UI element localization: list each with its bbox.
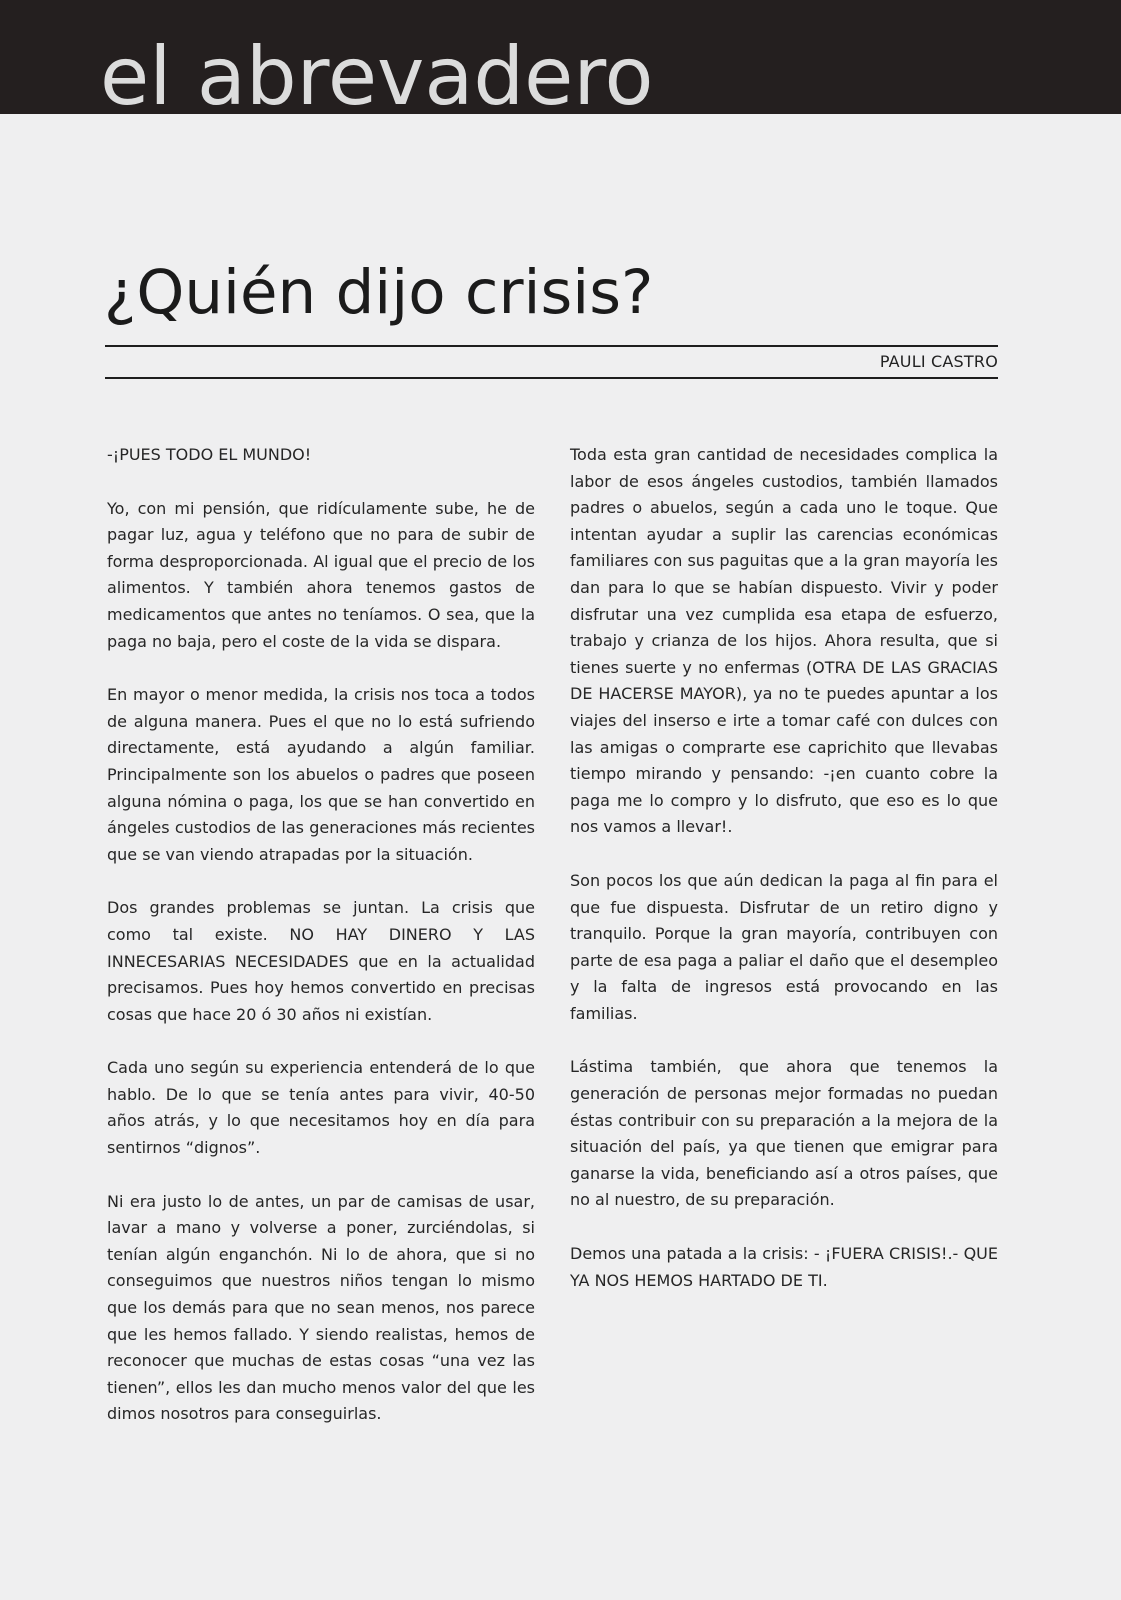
- paragraph: Ni era justo lo de antes, un par de camisas de usar, lavar a mano y volverse a poner, zurciéndolas, si tenían algún enganchón. Ni lo de ahora, que si no conseguimos que nuestros niños tengan lo mismo que los demás para que no sean menos, nos parece que les hemos fallado. Y siendo realistas, hemos de reconocer que muchas de estas cosas “una vez las tienen”, ellos les dan mucho menos valor del que les dimos nosotros para conseguirlas.: [107, 1191, 535, 1424]
- paragraph: Yo, con mi pensión, que ridículamente sube, he de pagar luz, agua y teléfono que no para de subir de forma desproporcionada. Al igual que el precio de los alimentos. Y también ahora tenemos gastos de medicamentos que antes no teníamos. O sea, que la paga no baja, pero el coste de la vida se dispara.: [107, 498, 535, 651]
- section-header-band: [0, 0, 1121, 114]
- title-rule-bottom: [105, 377, 998, 379]
- article-column-left: [107, 442, 535, 1455]
- paragraph: Toda esta gran cantidad de necesidades complica la labor de esos ángeles custodios, también llamados padres o abuelos, según a cada uno le toque. Que intentan ayudar a suplir las carencias económicas familiares con sus paguitas que a la gran mayoría les dan para lo que se habían dispuesto. Vivir y poder disfrutar una vez cumplida esa etapa de esfuerzo, trabajo y crianza de los hijos. Ahora resulta, que si tienes suerte y no enfermas (OTRA DE LAS GRACIAS DE HACERSE MAYOR), ya no te puedes apuntar a los viajes del inserso e irte a tomar café con dulces con las amigas o comprarte ese caprichito que llevabas tiempo mirando y pensando: -¡en cuanto cobre la paga me lo compro y lo disfruto, que eso es lo que nos vamos a llevar!.: [570, 445, 998, 837]
- paragraph: Cada uno según su experiencia entenderá de lo que hablo. De lo que se tenía antes para vivir, 40-50 años atrás, y lo que necesitamos hoy en día para sentirnos “dignos”.: [107, 1058, 535, 1158]
- section-title: el abrevadero: [100, 30, 654, 114]
- author-byline: PAULI CASTRO: [879, 352, 998, 371]
- paragraph: Lástima también, que ahora que tenemos la generación de personas mejor formadas no puedan éstas contribuir con su preparación a la mejora de la situación del país, ya que tienen que emigrar para ganarse la vida, beneficiando así a otros países, que no al nuestro, de su preparación.: [570, 1057, 998, 1210]
- paragraph: Dos grandes problemas se juntan. La crisis que como tal existe. NO HAY DINERO Y LAS INNECESARIAS NECESIDADES que en la actualidad precisamos. Pues hoy hemos convertido en precisas cosas que hace 20 ó 30 años ni existían.: [107, 898, 535, 1024]
- paragraph: Son pocos los que aún dedican la paga al fin para el que fue dispuesta. Disfrutar de un retiro digno y tranquilo. Porque la gran mayoría, contribuyen con parte de esa paga a paliar el daño que el desempleo y la falta de ingresos está provocando en las familias.: [570, 870, 998, 1023]
- paragraph: -¡PUES TODO EL MUNDO!: [107, 445, 312, 464]
- article-title: ¿Quién dijo crisis?: [104, 257, 654, 328]
- article-column-right: [570, 442, 998, 1321]
- paragraph: En mayor o menor medida, la crisis nos toca a todos de alguna manera. Pues el que no lo está sufriendo directamente, está ayudando a algún familiar. Principalmente son los abuelos o padres que poseen alguna nómina o paga, los que se han convertido en ángeles custodios de las generaciones más recientes que se van viendo atrapadas por la situación.: [107, 685, 535, 864]
- paragraph: Demos una patada a la crisis: - ¡FUERA CRISIS!.- QUE YA NOS HEMOS HARTADO DE TI.: [570, 1244, 998, 1290]
- title-rule-top: [105, 345, 998, 347]
